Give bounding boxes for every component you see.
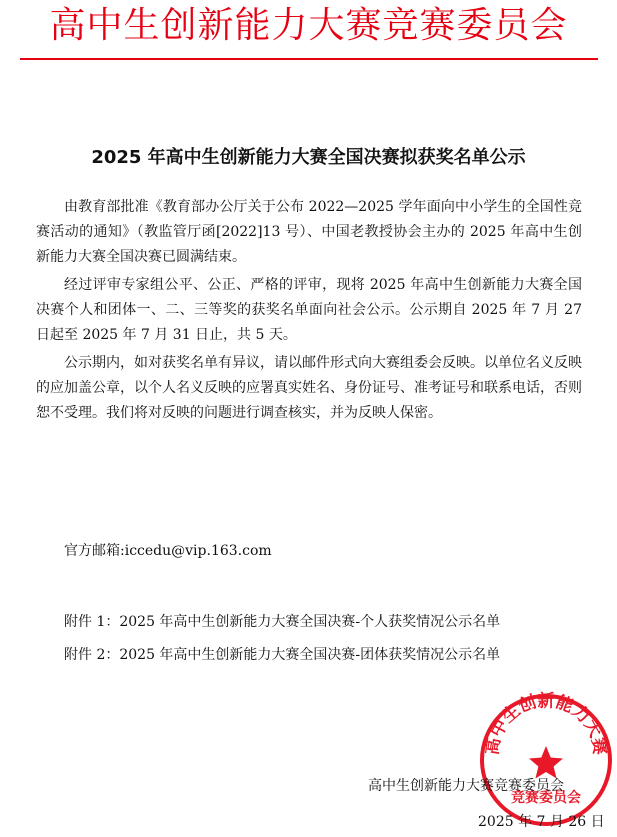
attachment-item: 附件 1：2025 年高中生创新能力大赛全国决赛-个人获奖情况公示名单 <box>64 614 501 630</box>
seal-graphic <box>476 690 616 830</box>
document-body <box>36 195 582 429</box>
signature-date: 2025 年 7 月 26 日 <box>478 814 605 830</box>
seal-arc-text: 高中生创新能力大赛 <box>482 691 610 757</box>
body-paragraph: 由教育部批准《教育部办公厅关于公布 2022—2025 学年面向中小学生的全国性竞赛活动的通知》（教监管厅函[2022]13 号）、中国老教授协会主办的 2025 年高中生创新能力大赛全国决赛已圆满结束。 <box>36 199 582 265</box>
attachment-list <box>64 606 500 672</box>
document-title: 2025 年高中生创新能力大赛全国决赛拟获奖名单公示 <box>91 147 526 168</box>
letterhead-title: 高中生创新能力大赛竞赛委员会 <box>49 5 568 46</box>
official-seal <box>476 690 616 830</box>
body-paragraph: 公示期内，如对获奖名单有异议，请以邮件形式向大赛组委会反映。以单位名义反映的应加盖公章，以个人名义反映的应署真实姓名、身份证号、准考证号和联系电话，否则恕不受理。我们将对反映的问题进行调查核实，并为反映人保密。 <box>36 355 582 421</box>
star-icon <box>529 746 563 779</box>
attachment-item: 附件 2：2025 年高中生创新能力大赛全国决赛-团体获奖情况公示名单 <box>64 647 501 663</box>
official-email: 官方邮箱:iccedu@vip.163.com <box>64 543 272 559</box>
body-paragraph: 经过评审专家组公平、公正、严格的评审，现将 2025 年高中生创新能力大赛全国决赛个人和团体一、二、三等奖的获奖名单面向社会公示。公示期自 2025 年 7 月 27 日起至 2025 年 7 月 31 日止，共 5 天。 <box>36 277 582 343</box>
header-divider <box>20 58 598 60</box>
signature-organization: 高中生创新能力大赛竞赛委员会 <box>368 778 564 794</box>
seal-bottom-text: 竞赛委员会 <box>511 790 581 806</box>
